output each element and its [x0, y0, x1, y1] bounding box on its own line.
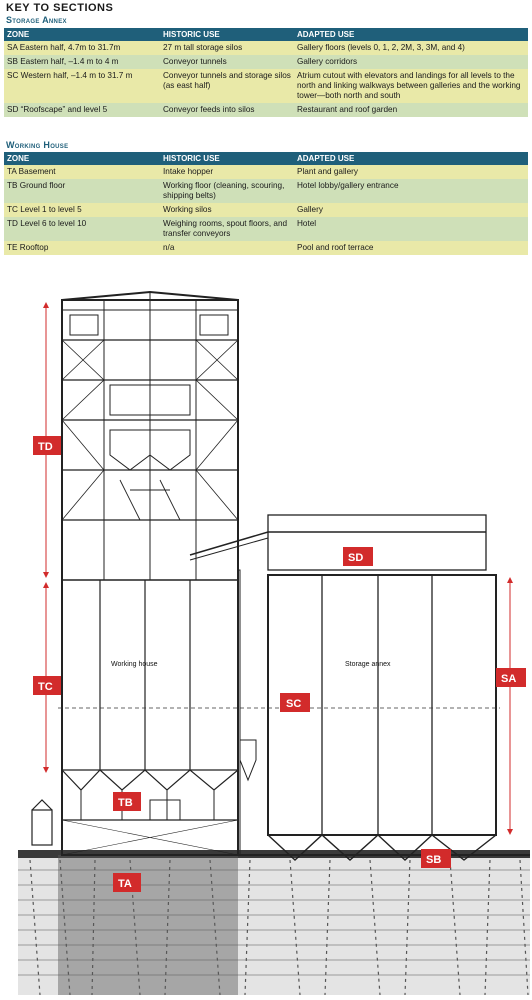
key-title: KEY TO SECTIONS [6, 2, 114, 14]
historic-cell: 27 m tall storage silos [160, 41, 294, 55]
svg-text:SB: SB [426, 854, 442, 866]
header-adapted-use: ADAPTED USE [294, 152, 528, 165]
tag-sd [343, 547, 373, 566]
historic-cell: Conveyor feeds into silos [160, 103, 294, 117]
working-house-tower [32, 292, 256, 855]
storage-annex-structure [190, 515, 530, 860]
tag-sc [280, 693, 310, 712]
tag-tb [113, 792, 141, 811]
zone-cell: SD “Roofscape” and level 5 [4, 103, 160, 117]
storage-annex-label: Storage annex [345, 661, 391, 668]
svg-text:SD: SD [348, 552, 364, 564]
zone-cell: TC Level 1 to level 5 [4, 203, 160, 217]
tag-sb [421, 849, 451, 868]
working-house-title: Working House [6, 140, 69, 150]
tag-sa [496, 668, 526, 687]
adapted-cell: Atrium cutout with elevators and landings for all levels to the north and linking walkways between galleries and the working tower—both north and south [294, 69, 528, 103]
header-zone: ZONE [4, 28, 160, 41]
tag-td [33, 436, 61, 455]
historic-cell: n/a [160, 241, 294, 255]
svg-text:TA: TA [118, 878, 132, 890]
adapted-cell: Restaurant and roof garden [294, 103, 528, 117]
header-zone: ZONE [4, 152, 160, 165]
height-arrows [46, 305, 510, 832]
adapted-cell: Hotel lobby/gallery entrance [294, 179, 528, 203]
header-historic-use: HISTORIC USE [160, 28, 294, 41]
zone-cell: TA Basement [4, 165, 160, 179]
header-historic-use: HISTORIC USE [160, 152, 294, 165]
historic-cell: Intake hopper [160, 165, 294, 179]
tag-tc [33, 676, 61, 695]
svg-text:TB: TB [118, 797, 133, 809]
svg-text:TC: TC [38, 681, 53, 693]
adapted-cell: Plant and gallery [294, 165, 528, 179]
zone-cell: TE Rooftop [4, 241, 160, 255]
adapted-cell: Hotel [294, 217, 528, 241]
zone-cell: TB Ground floor [4, 179, 160, 203]
historic-cell: Working silos [160, 203, 294, 217]
historic-cell: Conveyor tunnels and storage silos (as east half) [160, 69, 294, 103]
tag-ta [113, 873, 141, 892]
historic-cell: Weighing rooms, spout floors, and transfer conveyors [160, 217, 294, 241]
svg-text:SA: SA [501, 673, 517, 685]
header-adapted-use: ADAPTED USE [294, 28, 528, 41]
ground-hatching [18, 850, 530, 995]
storage-annex-title: Storage Annex [6, 15, 67, 25]
svg-text:TD: TD [38, 441, 53, 453]
adapted-cell: Gallery corridors [294, 55, 528, 69]
zone-cell: SC Western half, –1.4 m to 31.7 m [4, 69, 160, 103]
svg-text:SC: SC [286, 698, 302, 710]
adapted-cell: Gallery floors (levels 0, 1, 2, 2M, 3, 3M, and 4) [294, 41, 528, 55]
historic-cell: Working floor (cleaning, scouring, shipping belts) [160, 179, 294, 203]
historic-cell: Conveyor tunnels [160, 55, 294, 69]
zone-cell: SB Eastern half, –1.4 m to 4 m [4, 55, 160, 69]
adapted-cell: Gallery [294, 203, 528, 217]
zone-cell: TD Level 6 to level 10 [4, 217, 160, 241]
zone-cell: SA Eastern half, 4.7m to 31.7m [4, 41, 160, 55]
adapted-cell: Pool and roof terrace [294, 241, 528, 255]
working-house-label: Working house [111, 661, 158, 668]
